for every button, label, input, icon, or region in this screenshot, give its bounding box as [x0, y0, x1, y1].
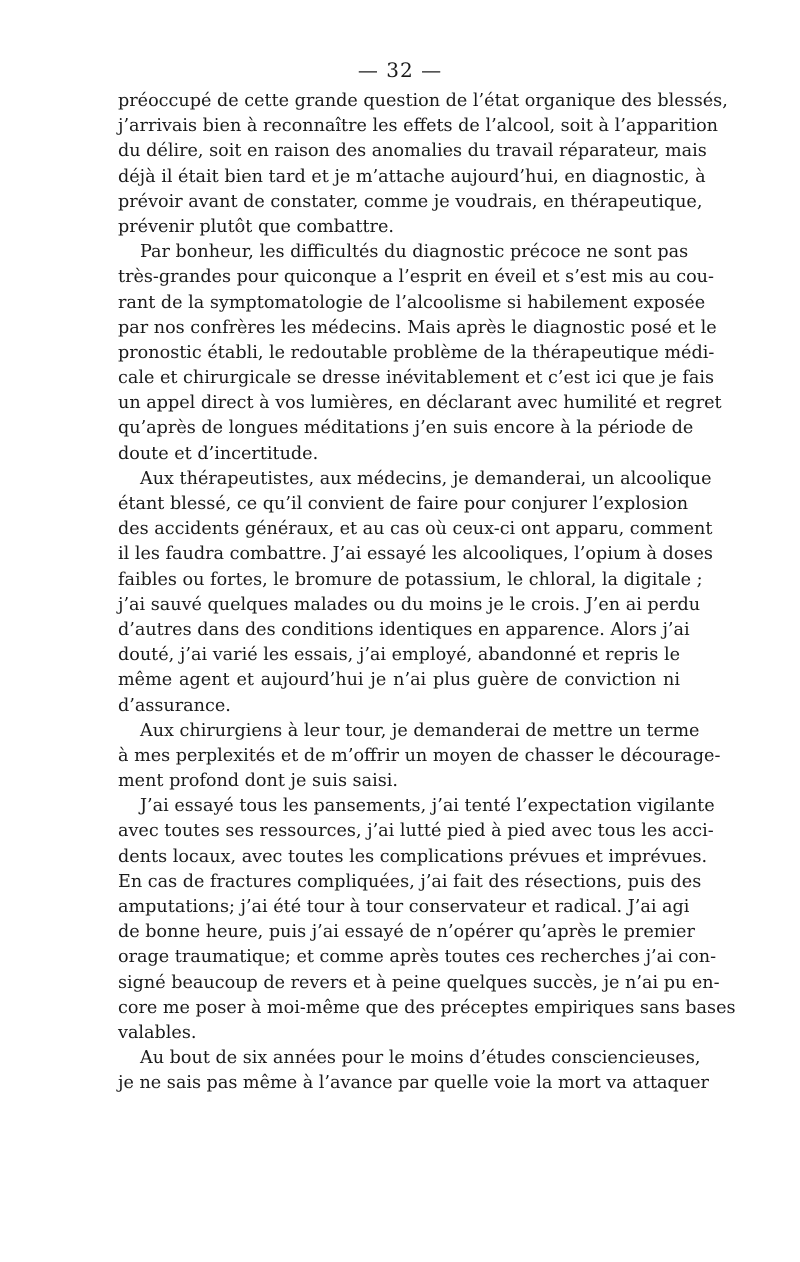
- text-line: valables.: [118, 1022, 197, 1043]
- text-line: qu’après de longues méditations j’en suis encore à la période de: [118, 418, 694, 439]
- text-line: d’assurance.: [118, 695, 231, 716]
- text-line: déjà il était bien tard et je m’attache aujourd’hui, en diagnostic, à: [118, 166, 706, 187]
- text-line: J’ai essayé tous les pansements, j’ai tenté l’expectation vigilante: [140, 796, 715, 817]
- text-line: par nos confrères les médecins. Mais après le diagnostic posé et le: [118, 317, 717, 338]
- text-line: de bonne heure, puis j’ai essayé de n’opérer qu’après le premier: [118, 922, 695, 943]
- text-line: ment profond dont je suis saisi.: [118, 771, 398, 792]
- text-line: Par bonheur, les difficultés du diagnostic précoce ne sont pas: [140, 242, 689, 263]
- text-line: douté, j’ai varié les essais, j’ai employé, abandonné et repris le: [118, 645, 680, 666]
- text-line: Aux chirurgiens à leur tour, je demanderai de mettre un terme: [140, 720, 700, 741]
- text-line: d’autres dans des conditions identiques en apparence. Alors j’ai: [118, 619, 690, 640]
- text-line: j’ai sauvé quelques malades ou du moins je le crois. J’en ai perdu: [118, 594, 701, 615]
- text-line: amputations; j’ai été tour à tour conservateur et radical. J’ai agi: [118, 897, 690, 917]
- page-number: — 32 —: [357, 58, 443, 82]
- text-line: un appel direct à vos lumières, en déclarant avec humilité et regret: [118, 393, 722, 414]
- text-line: orage traumatique; et comme après toutes ces recherches j’ai con-: [118, 947, 717, 968]
- text-line: étant blessé, ce qu’il convient de faire pour conjurer l’explosion: [118, 494, 689, 514]
- text-line: même agent et aujourd’hui je n’ai plus guère de conviction ni: [118, 670, 680, 691]
- text-line: préoccupé de cette grande question de l’état organique des blessés,: [118, 91, 728, 111]
- text-line: dents locaux, avec toutes les complications prévues et imprévues.: [118, 846, 708, 867]
- text-line: prévoir avant de constater, comme je voudrais, en thérapeutique,: [118, 191, 703, 212]
- text-line: En cas de fractures compliquées, j’ai fait des résections, puis des: [118, 871, 702, 892]
- text-line: avec toutes ses ressources, j’ai lutté pied à pied avec tous les acci-: [118, 821, 714, 842]
- text-line: signé beaucoup de revers et à peine quelques succès, je n’ai pu en-: [118, 972, 720, 993]
- text-line: très-grandes pour quiconque a l’esprit en éveil et s’est mis au cou-: [118, 267, 714, 288]
- text-line: doute et d’incertitude.: [118, 443, 319, 464]
- body-text: [118, 89, 736, 1097]
- text-line: Au bout de six années pour le moins d’études consciencieuses,: [140, 1048, 701, 1069]
- text-line: faibles ou fortes, le bromure de potassium, le chloral, la digitale ;: [118, 569, 703, 590]
- text-line: cale et chirurgicale se dresse inévitablement et c’est ici que je fais: [118, 368, 714, 389]
- text-line: à mes perplexités et de m’offrir un moyen de chasser le décourage-: [118, 745, 721, 766]
- text-line: pronostic établi, le redoutable problème de la thérapeutique médi-: [118, 342, 715, 363]
- text-line: prévenir plutôt que combattre.: [118, 216, 394, 237]
- text-line: Aux thérapeutistes, aux médecins, je demanderai, un alcoolique: [140, 468, 712, 489]
- text-line: il les faudra combattre. J’ai essayé les alcooliques, l’opium à doses: [118, 544, 713, 565]
- text-line: core me poser à moi-même que des préceptes empiriques sans bases: [118, 997, 736, 1018]
- text-line: j’arrivais bien à reconnaître les effets de l’alcool, soit à l’apparition: [118, 116, 719, 137]
- text-line: des accidents généraux, et au cas où ceux-ci ont apparu, comment: [118, 519, 713, 540]
- text-line: du délire, soit en raison des anomalies du travail réparateur, mais: [118, 141, 707, 162]
- text-line: rant de la symptomatologie de l’alcoolisme si habilement exposée: [118, 292, 706, 313]
- text-line: je ne sais pas même à l’avance par quelle voie la mort va attaquer: [118, 1073, 709, 1094]
